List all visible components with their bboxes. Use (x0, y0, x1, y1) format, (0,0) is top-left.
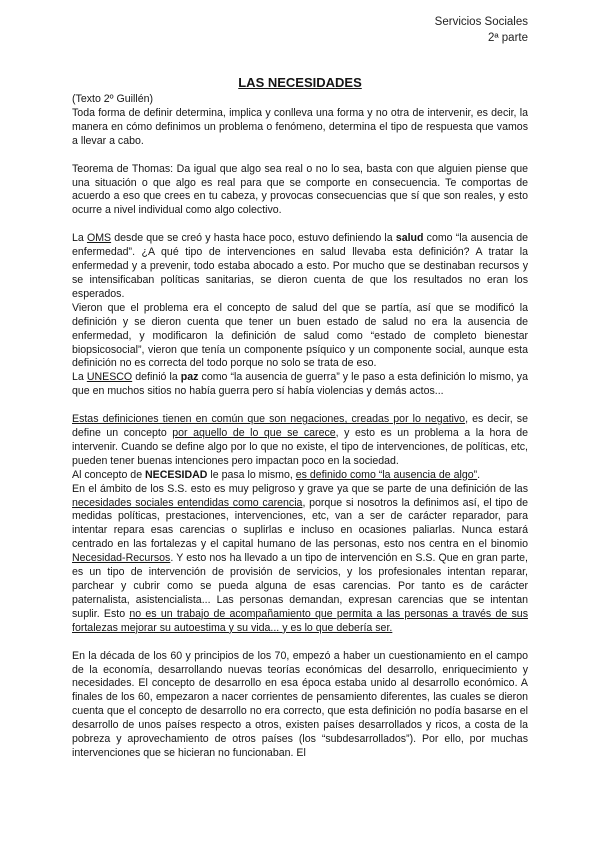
accompaniment-highlight: no es un trabajo de acompañamiento que permita a las personas a través de sus fortalezas mejorar su autoestima y su vida... y es lo que debería ser. (72, 607, 528, 634)
absence-highlight: es definido como “la ausencia de algo” (295, 468, 478, 481)
paragraph-social-services: En el ámbito de los S.S. esto es muy peligroso y grave ya que se parte de una definición de las necesidades sociales entendidas como carencia, porque si nosotros la definimos así, el tipo de medidas políticas, prestaciones, intervenciones, etc, van a ser de carácter reparador, para intentar repara esas carencias o suplirlas e incluso en ocasiones paliarlas. Nunca estará centrado en las fortalezas y el capital humano de las personas, esto nos centra en el binomio Necesidad-Recursos. Y esto nos ha llevado a un tipo de intervención en S.S. Que en gran parte, es un tipo de intervención de provisión de servicios, y los profesionales intentan reparar, parchear y cubrir como se pueda alguna de esas carencias. Por tanto es de carácter paternalista, asistencialista... Las personas demandan, expresan carencias que se intentan suplir. Esto no es un trabajo de acompañamiento que permita a las personas a través de sus fortalezas mejorar su autoestima y su vida... y es lo que debería ser. (72, 482, 528, 634)
paragraph-development: En la década de los 60 y principios de los 70, empezó a haber un cuestionamiento en el campo de la economía, desarrollando nuevas teorías económicas del desarrollo, enriquecimiento y necesidades. El concepto de desarrollo en esa época estaba unido al desarrollo económico. A finales de los 60, empezaron a nacer corrientes de pensamiento diferentes, las cuales se dieron cuenta que el concepto de desarrollo no era correcto, que esta definición no podía basarse en el desarrollo de unos países respecto a otros, existen países desarrollados y ricos, a costa de la pobreza y aprovechamiento de otros países (los “subdesarrollados”). Por ello, por muchas intervenciones que se hicieran no funcionaban. El (72, 649, 528, 759)
paragraph-oms: La OMS desde que se creó y hasta hace poco, estuvo definiendo la salud como “la ausencia de enfermedad”. ¿A qué tipo de intervenciones en salud llevaba esta definición? A tratar la enfermedad y a prevenir, todo estaba abocado a esto. Por mucho que se destinaban recursos y se intensificaban políticas sanitarias, se dieron cuenta de que los resultados no eran los esperados. (72, 232, 528, 300)
header-subject: Servicios Sociales (434, 16, 528, 28)
paragraph-health-definition: Vieron que el problema era el concepto de salud del que se partía, así que se modificó la definición y se dieron cuenta que tener un buen estado de salud no era la ausencia de enfermedad, y modificaron la definición de salud como “estado de completo bienestar biopsicosocial”, vieron que tenía un componente psíquico y un componente social, aunque esta definición no es correcta del todo porque no solo se trata de eso. (72, 301, 528, 370)
source-note: (Texto 2º Guillén) (72, 93, 153, 105)
unesco-term: UNESCO (86, 371, 133, 384)
page-header (435, 14, 528, 46)
salud-term: salud (395, 232, 424, 245)
paz-term: paz (180, 371, 199, 384)
header-part: 2ª parte (487, 32, 528, 44)
carencia-highlight: necesidades sociales entendidas como carencia (72, 496, 303, 509)
paragraph-unesco: La UNESCO definió la paz como “la ausencia de guerra” y le paso a esta definición lo mismo, ya que en muchos sitios no había guerra pero sí había violencias y demás actos... (72, 371, 528, 398)
paragraph-definition: Toda forma de definir determina, implica y conlleva una forma y no otra de intervenir, es decir, la manera en cómo definimos un problema o fenómeno, determina el tipo de respuesta que vamos a llevar a cabo. (72, 106, 528, 147)
binomio-highlight: Necesidad-Recursos (72, 552, 171, 565)
paragraph-negations: Estas definiciones tienen en común que son negaciones, creadas por lo negativo, es decir, se define un concepto por aquello de lo que se carece, y esto es un problema a la hora de intervenir. Cuando se define algo por lo que no existe, el tipo de intervenciones, de políticas, etc, pueden tener buenas intenciones pero impactan poco en la sociedad. (72, 413, 529, 467)
negations-highlight: Estas definiciones tienen en común que son negaciones, creadas por lo negativo (72, 413, 466, 426)
paragraph-thomas-theorem: Teorema de Thomas: Da igual que algo sea real o no lo sea, basta con que alguien piense que una situación o que algo es real para que se comporte en consecuencia. Te comportas de acuerdo a eso que crees en tu cabeza, y provocas consecuencias que sí que son reales, y esto ocurre a nivel individual como algo colectivo. (72, 162, 528, 217)
document-body (72, 75, 528, 761)
document-title: LAS NECESIDADES (238, 75, 362, 90)
oms-term: OMS (86, 232, 112, 245)
necesidad-term: NECESIDAD (145, 468, 208, 481)
lack-highlight: por aquello de lo que se carece (172, 427, 336, 440)
paragraph-necesidad: Al concepto de NECESIDAD le pasa lo mismo, es definido como “la ausencia de algo”. (72, 468, 481, 481)
